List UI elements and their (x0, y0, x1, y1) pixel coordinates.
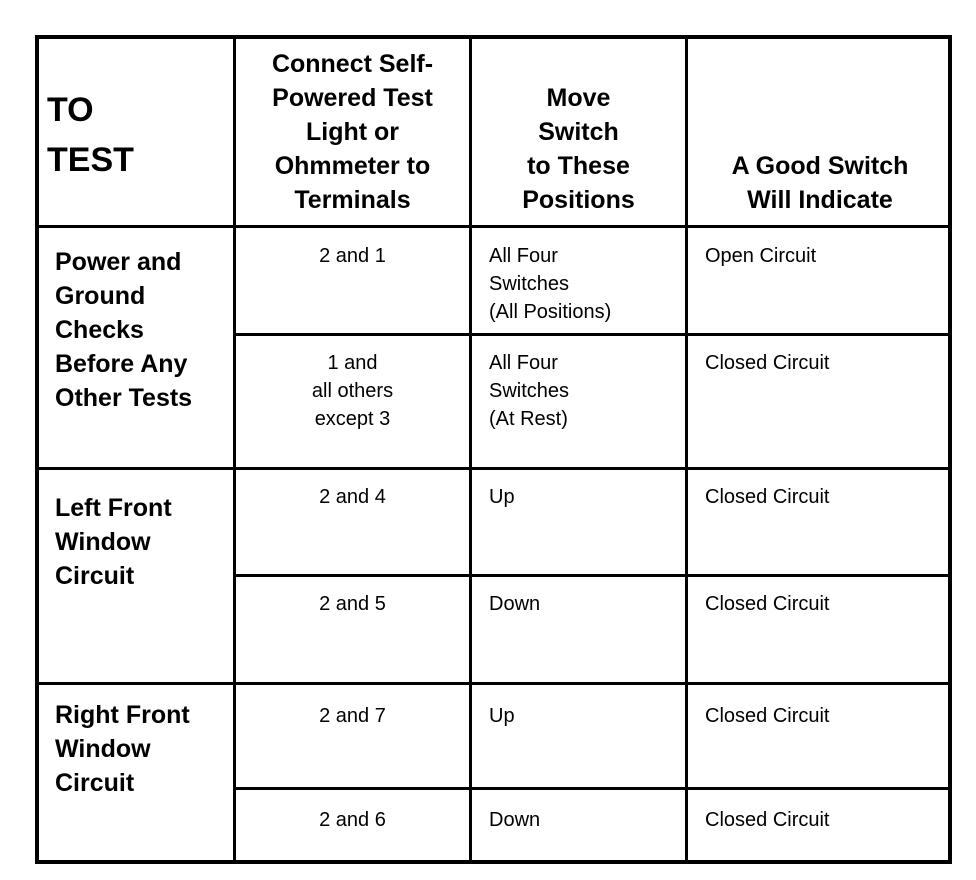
positions-cell: Up (489, 486, 515, 508)
positions-cell: All Four Switches (At Rest) (489, 352, 570, 430)
header-to-test: TO TEST (47, 91, 134, 179)
row-divider (233, 787, 948, 790)
header-connect-terminals: Connect Self- Powered Test Light or Ohmmeter to Terminals (271, 50, 434, 214)
positions-cell: Down (489, 809, 541, 831)
positions-cell: Down (489, 593, 541, 615)
terminals-cell: 2 and 4 (319, 486, 386, 508)
header-divider (39, 225, 948, 228)
result-cell: Closed Circuit (705, 809, 830, 831)
result-cell: Open Circuit (705, 245, 817, 267)
terminals-cell: 2 and 5 (319, 593, 386, 615)
result-cell: Closed Circuit (705, 705, 830, 727)
group-divider (39, 467, 948, 470)
result-cell: Closed Circuit (705, 593, 830, 615)
result-cell: Closed Circuit (705, 352, 830, 374)
group-divider (39, 682, 948, 685)
terminals-cell: 2 and 7 (319, 705, 386, 727)
switch-test-table (35, 35, 952, 864)
positions-cell: All Four Switches (All Positions) (489, 245, 612, 323)
result-cell: Closed Circuit (705, 486, 830, 508)
terminals-cell: 1 and all others except 3 (311, 352, 394, 430)
terminals-cell: 2 and 1 (319, 245, 386, 267)
header-move-switch: Move Switch to These Positions (522, 84, 635, 214)
row-divider (233, 574, 948, 577)
group-label-power-ground: Power and Ground Checks Before Any Other Tests (55, 248, 193, 412)
positions-cell: Up (489, 705, 515, 727)
group-label-left-front: Left Front Window Circuit (55, 494, 172, 590)
group-label-right-front: Right Front Window Circuit (55, 701, 190, 797)
row-divider (233, 333, 948, 336)
header-good-switch: A Good Switch Will Indicate (731, 152, 909, 214)
terminals-cell: 2 and 6 (319, 809, 386, 831)
